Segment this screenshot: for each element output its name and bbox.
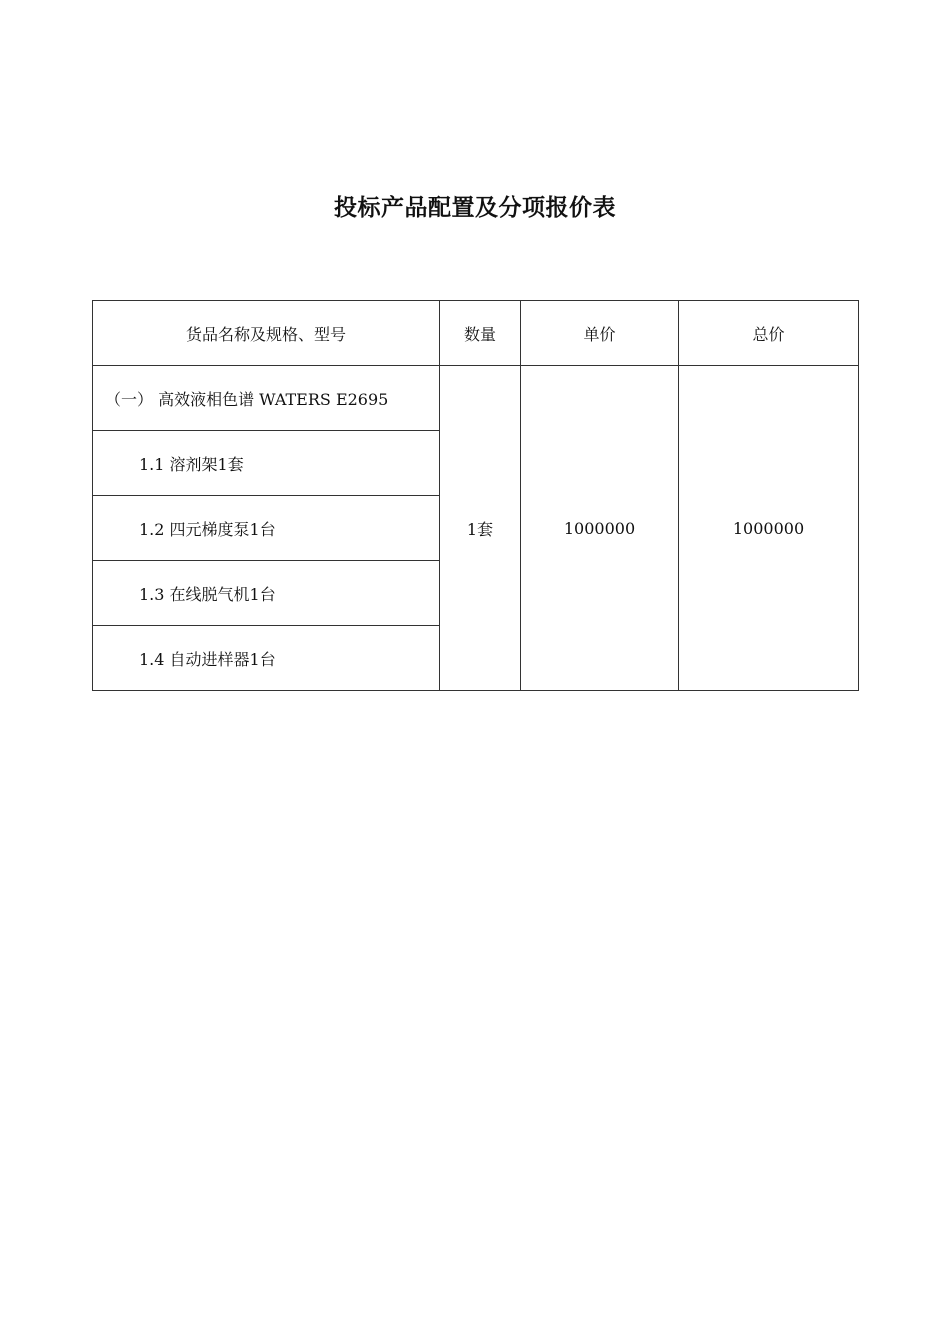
quantity-cell: 1套 <box>440 366 521 691</box>
header-quantity: 数量 <box>440 301 521 366</box>
header-unit-price: 单价 <box>521 301 679 366</box>
item-main: （一） 高效液相色谱 WATERS E2695 <box>93 366 440 431</box>
item-sub: 1.1 溶剂架1套 <box>93 431 440 496</box>
item-sub: 1.3 在线脱气机1台 <box>93 561 440 626</box>
header-total-price: 总价 <box>679 301 859 366</box>
item-sub: 1.2 四元梯度泵1台 <box>93 496 440 561</box>
quote-table <box>92 300 859 691</box>
table-header-row <box>93 301 859 366</box>
page-title: 投标产品配置及分项报价表 <box>334 195 616 221</box>
item-sub: 1.4 自动进样器1台 <box>93 626 440 691</box>
table-row <box>93 366 859 431</box>
unit-price-cell: 1000000 <box>521 366 679 691</box>
header-item-name: 货品名称及规格、型号 <box>93 301 440 366</box>
total-price-cell: 1000000 <box>679 366 859 691</box>
